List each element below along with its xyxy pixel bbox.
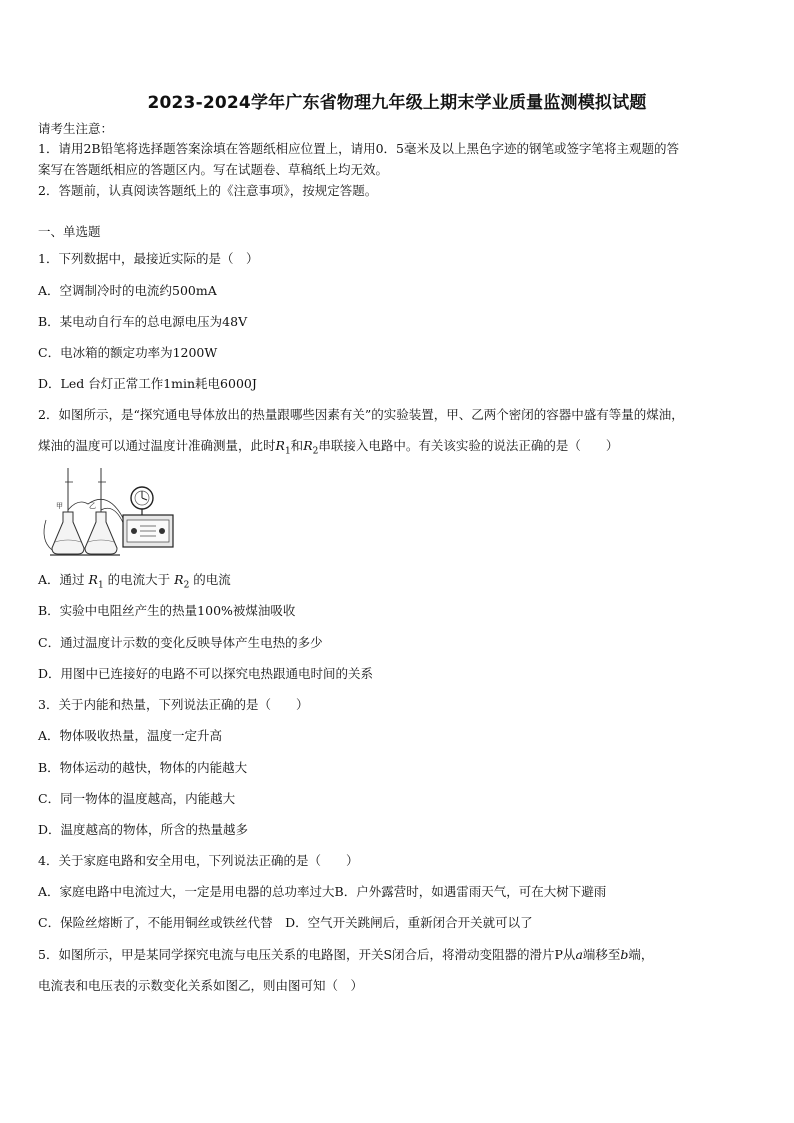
q2-option-b: B．实验中电阻丝产生的热量100%被煤油吸收 — [38, 603, 296, 618]
experiment-figure — [38, 460, 178, 565]
q2-option-a-text: A．通过 — [38, 572, 85, 587]
q1-option-c: C．电冰箱的额定功率为1200W — [38, 345, 218, 360]
q2-and-text: 和 — [290, 438, 304, 453]
q1-stem: 1．下列数据中，最接近实际的是（ ） — [38, 251, 259, 266]
section-heading: 一、单选题 — [38, 224, 101, 239]
endpoint-b: b — [620, 947, 629, 962]
q1-option-b: B．某电动自行车的总电源电压为48V — [38, 314, 248, 329]
r2-subscript: 2 — [312, 446, 319, 457]
q3-stem: 3．关于内能和热量，下列说法正确的是（ ） — [38, 697, 309, 712]
fig-label-yi: 乙 — [89, 502, 96, 510]
r2-symbol: R — [303, 438, 313, 453]
q2-stem-line-2 — [38, 438, 618, 460]
r1-subscript: 1 — [284, 446, 291, 457]
q2-stem-line-1: 2．如图所示，是“探究通电导体放出的热量跟哪些因素有关”的实验装置，甲、乙两个密闭的容器中盛有等量的煤油， — [38, 407, 684, 422]
q5-stem-mid: 端移至 — [582, 947, 621, 962]
notice-item-2: 2．答题前，认真阅读答题纸上的《注意事项》，按规定答题。 — [38, 183, 378, 198]
q1-option-a: A．空调制冷时的电流约500mA — [38, 283, 217, 298]
q3-option-a: A．物体吸收热量，温度一定升高 — [38, 728, 223, 743]
q1-option-d: D．Led 台灯正常工作1min耗电6000J — [38, 376, 257, 391]
r2-symbol: R — [174, 572, 184, 587]
q2-option-a — [38, 572, 231, 594]
q3-option-d: D．温度越高的物体，所含的热量越多 — [38, 822, 249, 837]
q4-stem: 4．关于家庭电路和安全用电，下列说法正确的是（ ） — [38, 853, 359, 868]
q5-stem-line-1 — [38, 947, 653, 963]
fig-label-jia: 甲 — [56, 502, 63, 510]
q5-stem-line-2: 电流表和电压表的示数变化关系如图乙，则由图可知（ ） — [38, 978, 364, 993]
q2-option-c: C．通过温度计示数的变化反映导体产生电热的多少 — [38, 635, 323, 650]
r1-symbol: R — [275, 438, 285, 453]
q2-option-d: D．用图中已连接好的电路不可以探究电热跟通电时间的关系 — [38, 666, 374, 681]
r2-subscript: 2 — [183, 580, 190, 591]
q3-option-b: B．物体运动的越快，物体的内能越大 — [38, 760, 248, 775]
q5-stem-end: 端， — [628, 947, 654, 962]
r1-subscript: 1 — [97, 580, 104, 591]
endpoint-a: a — [575, 947, 583, 962]
q2-stem-text: 煤油的温度可以通过温度计准确测量，此时 — [38, 438, 276, 453]
q2-stem-text-end: 串联接入电路中。有关该实验的说法正确的是（ ） — [318, 438, 619, 453]
notice-item-1-line-2: 案写在答题纸相应的答题区内。写在试题卷、草稿纸上均无效。 — [38, 162, 389, 177]
page-title: 2023-2024学年广东省物理九年级上期末学业质量监测模拟试题 — [147, 93, 647, 113]
q5-stem-text: 5．如图所示，甲是某同学探究电流与电压关系的电路图，开关S闭合后，将滑动变阻器的滑片P从 — [38, 947, 576, 962]
q4-options-cd: C．保险丝熔断了，不能用铜丝或铁丝代替 D．空气开关跳闸后，重新闭合开关就可以了 — [38, 915, 533, 930]
q2-option-a-mid: 的电流大于 — [107, 572, 171, 587]
q3-option-c: C．同一物体的温度越高，内能越大 — [38, 791, 236, 806]
q2-option-a-end: 的电流 — [193, 572, 231, 587]
notice-heading: 请考生注意： — [38, 121, 114, 136]
q4-options-ab: A．家庭电路中电流过大，一定是用电器的总功率过大B．户外露营时，如遇雷雨天气，可在大树下避雨 — [38, 884, 607, 899]
r1-symbol: R — [88, 572, 98, 587]
notice-item-1-line-1: 1．请用2B铅笔将选择题答案涂填在答题纸相应位置上，请用0．5毫米及以上黑色字迹的钢笔或签字笔将主观题的答 — [38, 141, 679, 156]
